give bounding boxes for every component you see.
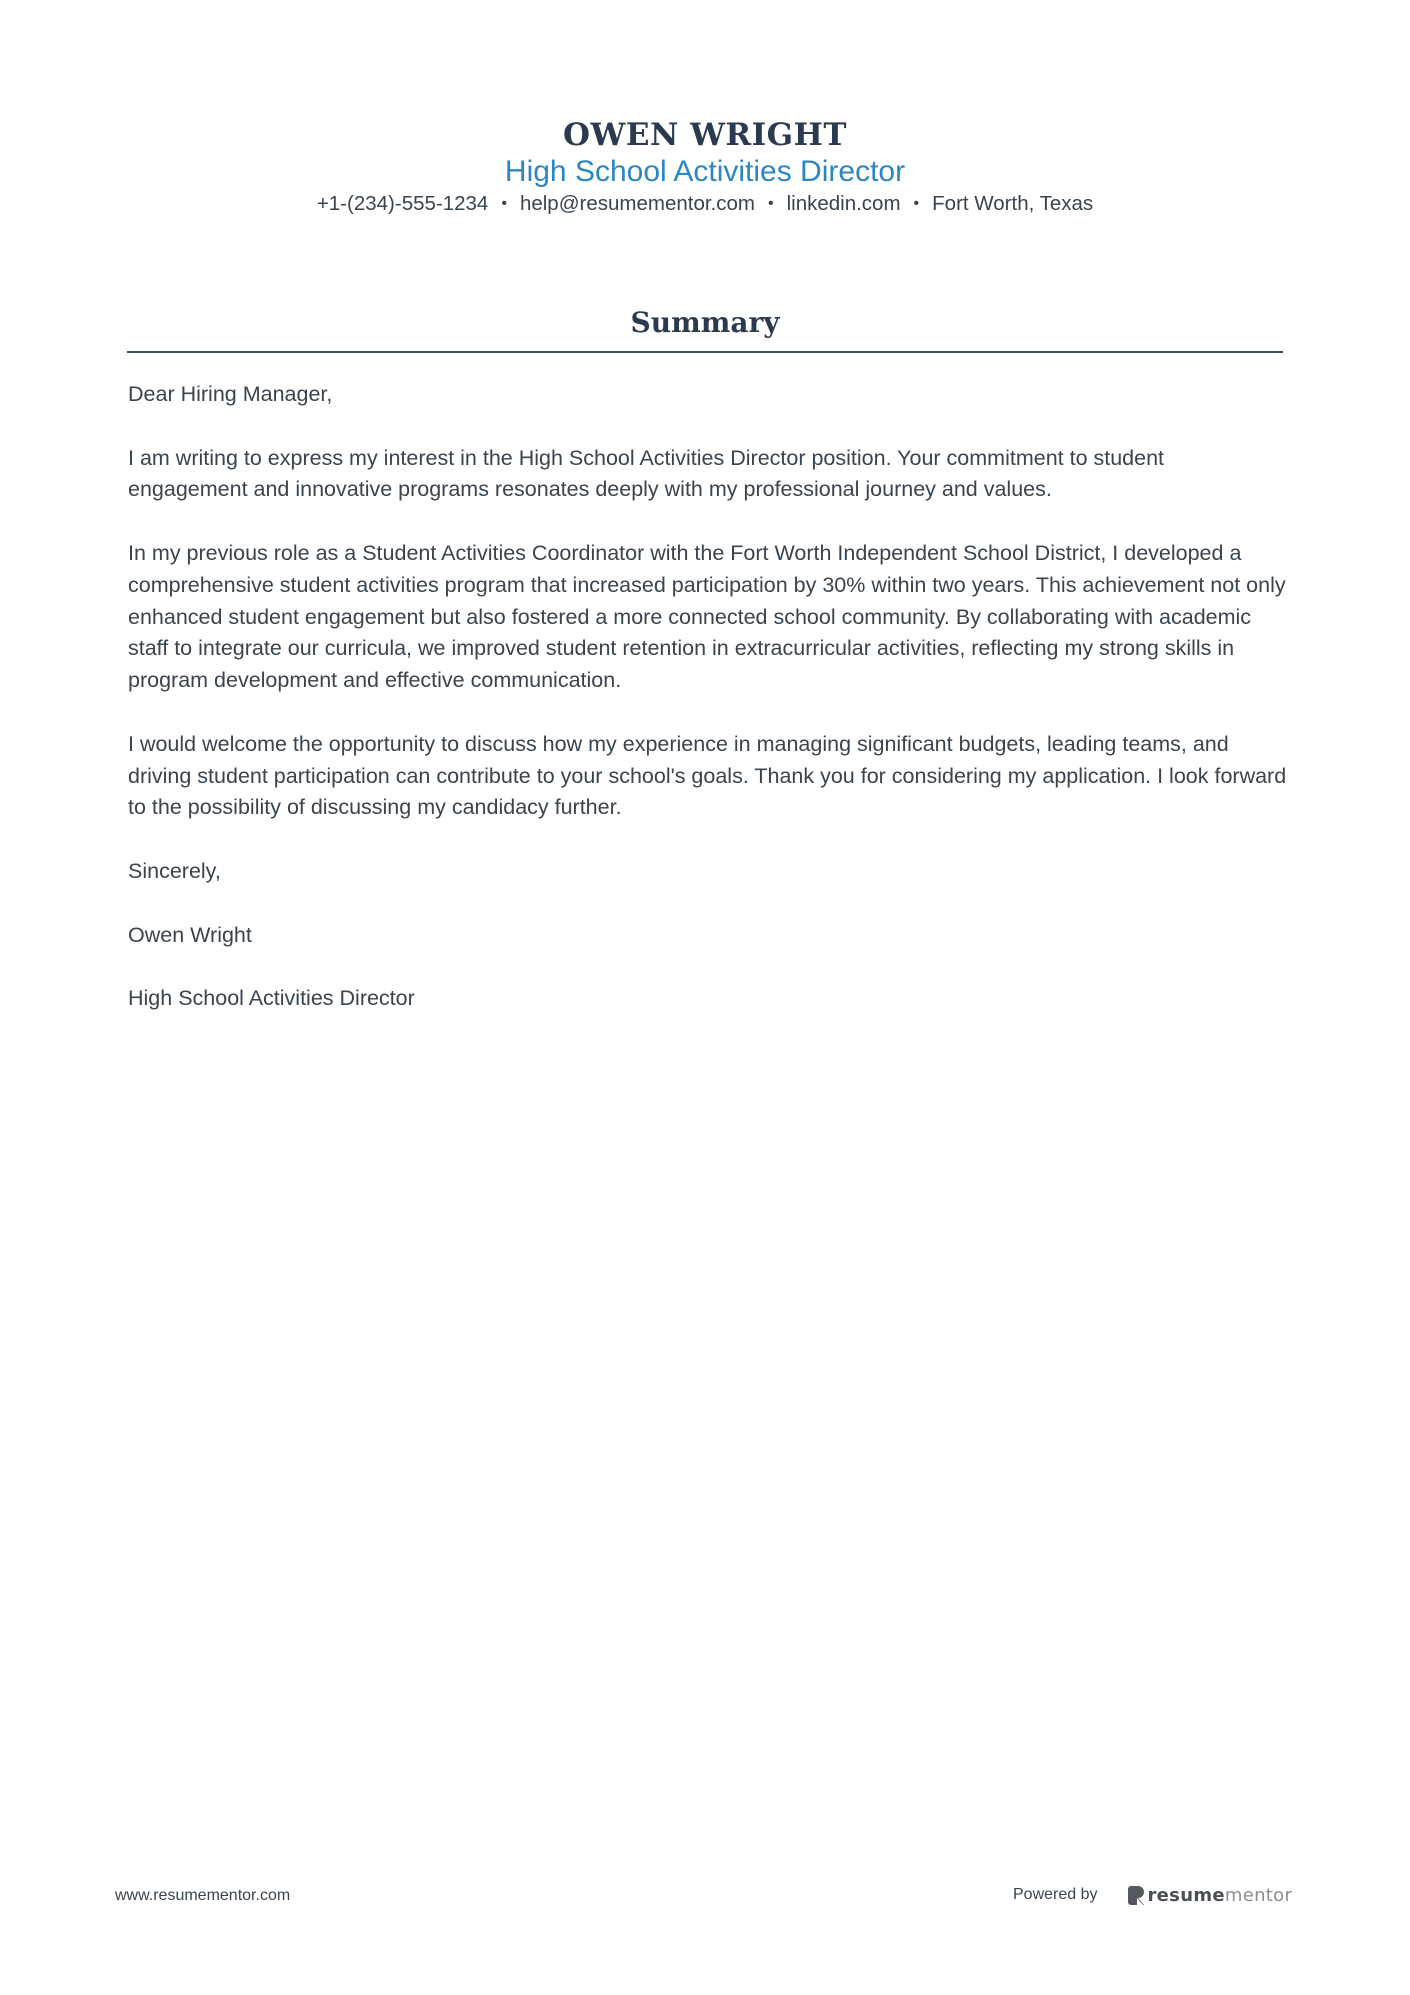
letter-closing: Sincerely, (128, 858, 221, 883)
section-divider (127, 351, 1283, 353)
footer-branding (1013, 1880, 1292, 1910)
resumementor-logo[interactable] (1128, 1885, 1293, 1906)
bullet-separator: • (501, 195, 507, 212)
candidate-title: High School Activities Director (504, 155, 906, 188)
letter-paragraph: In my previous role as a Student Activities Coordinator with the Fort Worth Independent School District, I developed a comprehensive student activities program that increased participation by 30% within two years. This achievement not only enhanced student engagement but also fostered a more connected school community. By collaborating with academic staff to integrate our curricula, we improved student retention in extracurricular activities, reflecting my strong skills in program development and effective communication. (128, 540, 1286, 693)
contact-location: Fort Worth, Texas (932, 192, 1094, 215)
section-heading-summary: Summary (630, 306, 780, 339)
contact-line (0, 190, 1410, 220)
candidate-name: OWEN WRIGHT (563, 117, 847, 153)
footer-website-link[interactable]: www.resumementor.com (115, 1887, 291, 1904)
cover-letter-body (128, 379, 1288, 1047)
contact-email[interactable]: help@resumementor.com (519, 192, 755, 215)
resume-header (0, 116, 1410, 220)
powered-by-label: Powered by (1013, 1886, 1098, 1903)
logo-wordmark: resumementor (1147, 1884, 1293, 1906)
contact-website[interactable]: linkedin.com (786, 192, 901, 215)
bullet-separator: • (767, 195, 774, 212)
letter-paragraph: I am writing to express my interest in the High School Activities Director position. Your commitment to student engagement and innovative programs resonates deeply with my professional journey and values. (128, 445, 1165, 502)
signature-title: High School Activities Director (128, 986, 415, 1011)
signature-name: Owen Wright (128, 922, 252, 947)
letter-paragraph: I would welcome the opportunity to discuss how my experience in managing significant budgets, leading teams, and driving student participation can contribute to your school's goals. Thank you for considering my application. I look forward to the possibility of discussing my candidacy further. (128, 731, 1287, 820)
contact-phone: +1-(234)-555-1234 (316, 192, 489, 215)
resumementor-logo-icon (1128, 1886, 1144, 1905)
letter-greeting: Dear Hiring Manager, (128, 382, 333, 406)
bullet-separator: • (913, 195, 920, 212)
